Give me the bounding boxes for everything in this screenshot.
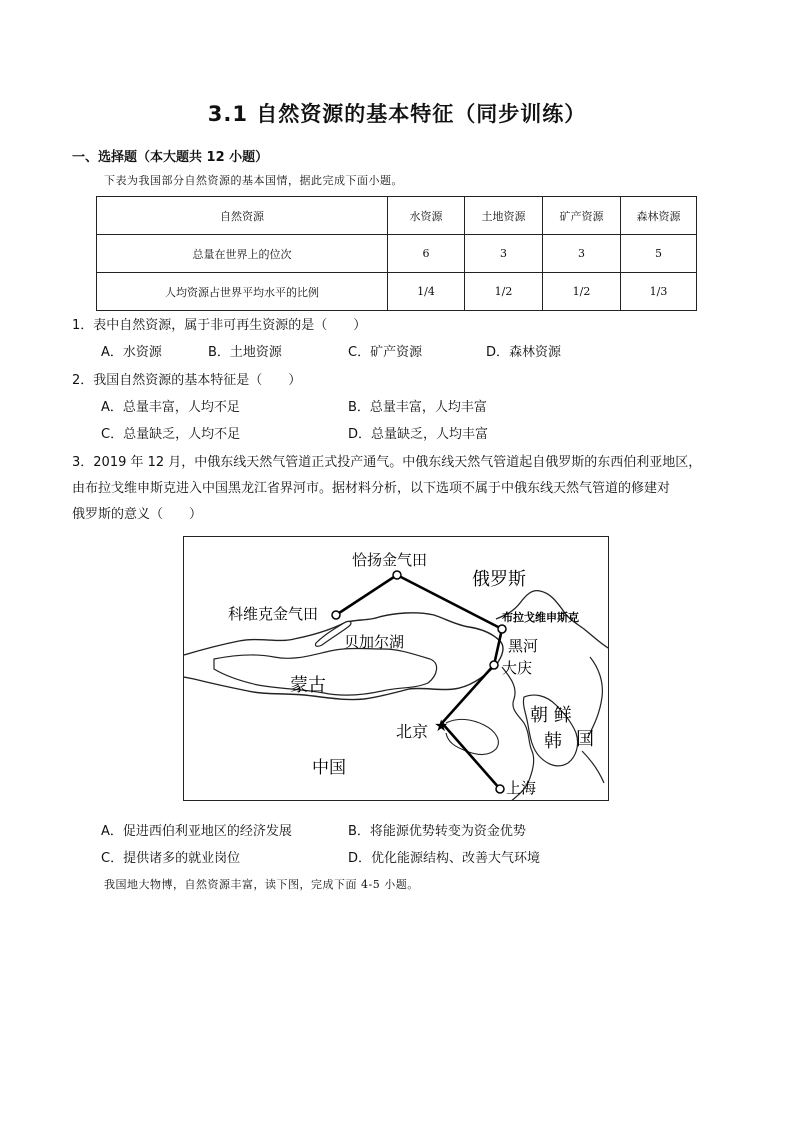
table-cell: 3: [465, 235, 543, 273]
table-cell: 1/2: [543, 273, 621, 311]
table-cell: 5: [621, 235, 697, 273]
header-cell: 土地资源: [465, 197, 543, 235]
page-title: 3.1 自然资源的基本特征（同步训练）: [207, 102, 587, 126]
label-korea-south-2: 国: [576, 729, 594, 750]
header-cell: 水资源: [388, 197, 465, 235]
question-2-option-c: C．总量缺乏，人均不足: [101, 427, 241, 442]
table-cell: 1/2: [465, 273, 543, 311]
table-cell: 6: [388, 235, 465, 273]
label-heihe: 黑河: [508, 637, 539, 655]
question-2-option-a: A．总量丰富，人均不足: [101, 400, 240, 415]
table-row: [97, 273, 697, 311]
node-kovykta: [332, 611, 340, 619]
pipeline-map: [183, 536, 609, 801]
resource-table: [96, 196, 697, 311]
table-intro: 下表为我国部分自然资源的基本国情，据此完成下面小题。: [104, 174, 403, 187]
question-1-option-a: A．水资源: [101, 345, 162, 360]
header-cell: 矿产资源: [543, 197, 621, 235]
header-cell: 森林资源: [621, 197, 697, 235]
question-3-option-c: C．提供诸多的就业岗位: [101, 851, 241, 866]
table-cell: 人均资源占世界平均水平的比例: [97, 273, 388, 311]
label-chayanda: 恰扬金气田: [352, 551, 428, 569]
label-korea-north: 朝 鲜: [530, 705, 572, 726]
gas-pipeline: [336, 575, 502, 789]
table-row: [97, 235, 697, 273]
question-1-option-b: B．土地资源: [208, 345, 282, 360]
label-china: 中国: [312, 758, 346, 778]
question-1-option-d: D．森林资源: [486, 345, 562, 360]
question-3-stem-line-1: 3．2019 年 12 月，中俄东线天然气管道正式投产通气。中俄东线天然气管道起自俄罗斯的东西伯利亚地区，: [72, 455, 702, 470]
node-shanghai: [496, 785, 504, 793]
label-korea-south: 韩: [544, 731, 562, 752]
question-3-stem-line-2: 由布拉戈维申斯克进入中国黑龙江省界河市。据材料分析，以下选项不属于中俄东线天然气管道的修建对: [72, 481, 671, 496]
question-3-option-d: D．优化能源结构、改善大气环境: [348, 851, 541, 866]
question-3-option-b: B．将能源优势转变为资金优势: [348, 824, 526, 839]
question-2-option-d: D．总量缺乏，人均丰富: [348, 427, 489, 442]
next-intro: 我国地大物博，自然资源丰富，读下图，完成下面 4-5 小题。: [104, 878, 419, 891]
question-1-stem: 1．表中自然资源，属于非可再生资源的是（ ）: [72, 318, 367, 333]
table-header-row: [97, 197, 697, 235]
label-kovykta: 科维克金气田: [228, 605, 319, 623]
label-beijing: 北京: [396, 722, 429, 741]
question-2-stem: 2．我国自然资源的基本特征是（ ）: [72, 373, 302, 388]
node-daqing: [490, 661, 498, 669]
label-shanghai: 上海: [506, 779, 537, 797]
label-mongolia: 蒙古: [290, 675, 326, 696]
table-cell: 总量在世界上的位次: [97, 235, 388, 273]
node-blagoveshchensk: [498, 625, 506, 633]
table-cell: 1/3: [621, 273, 697, 311]
node-chayanda: [393, 571, 401, 579]
header-cell: 自然资源: [97, 197, 388, 235]
label-blagoveshchensk: 布拉戈维申斯克: [502, 611, 579, 624]
section-heading: 一、选择题（本大题共 12 小题）: [72, 150, 269, 165]
japan-islands: [582, 657, 604, 783]
table-cell: 1/4: [388, 273, 465, 311]
question-1-option-c: C．矿产资源: [348, 345, 423, 360]
table-cell: 3: [543, 235, 621, 273]
question-2-option-b: B．总量丰富，人均丰富: [348, 400, 487, 415]
label-baikal: 贝加尔湖: [344, 633, 405, 651]
label-daqing: 大庆: [502, 659, 533, 677]
label-russia: 俄罗斯: [472, 569, 526, 590]
map-svg: [184, 537, 609, 801]
beijing-star-icon: ★: [434, 716, 449, 735]
question-3-stem-line-3: 俄罗斯的意义（ ）: [72, 507, 203, 522]
question-3-option-a: A．促进西伯利亚地区的经济发展: [101, 824, 292, 839]
